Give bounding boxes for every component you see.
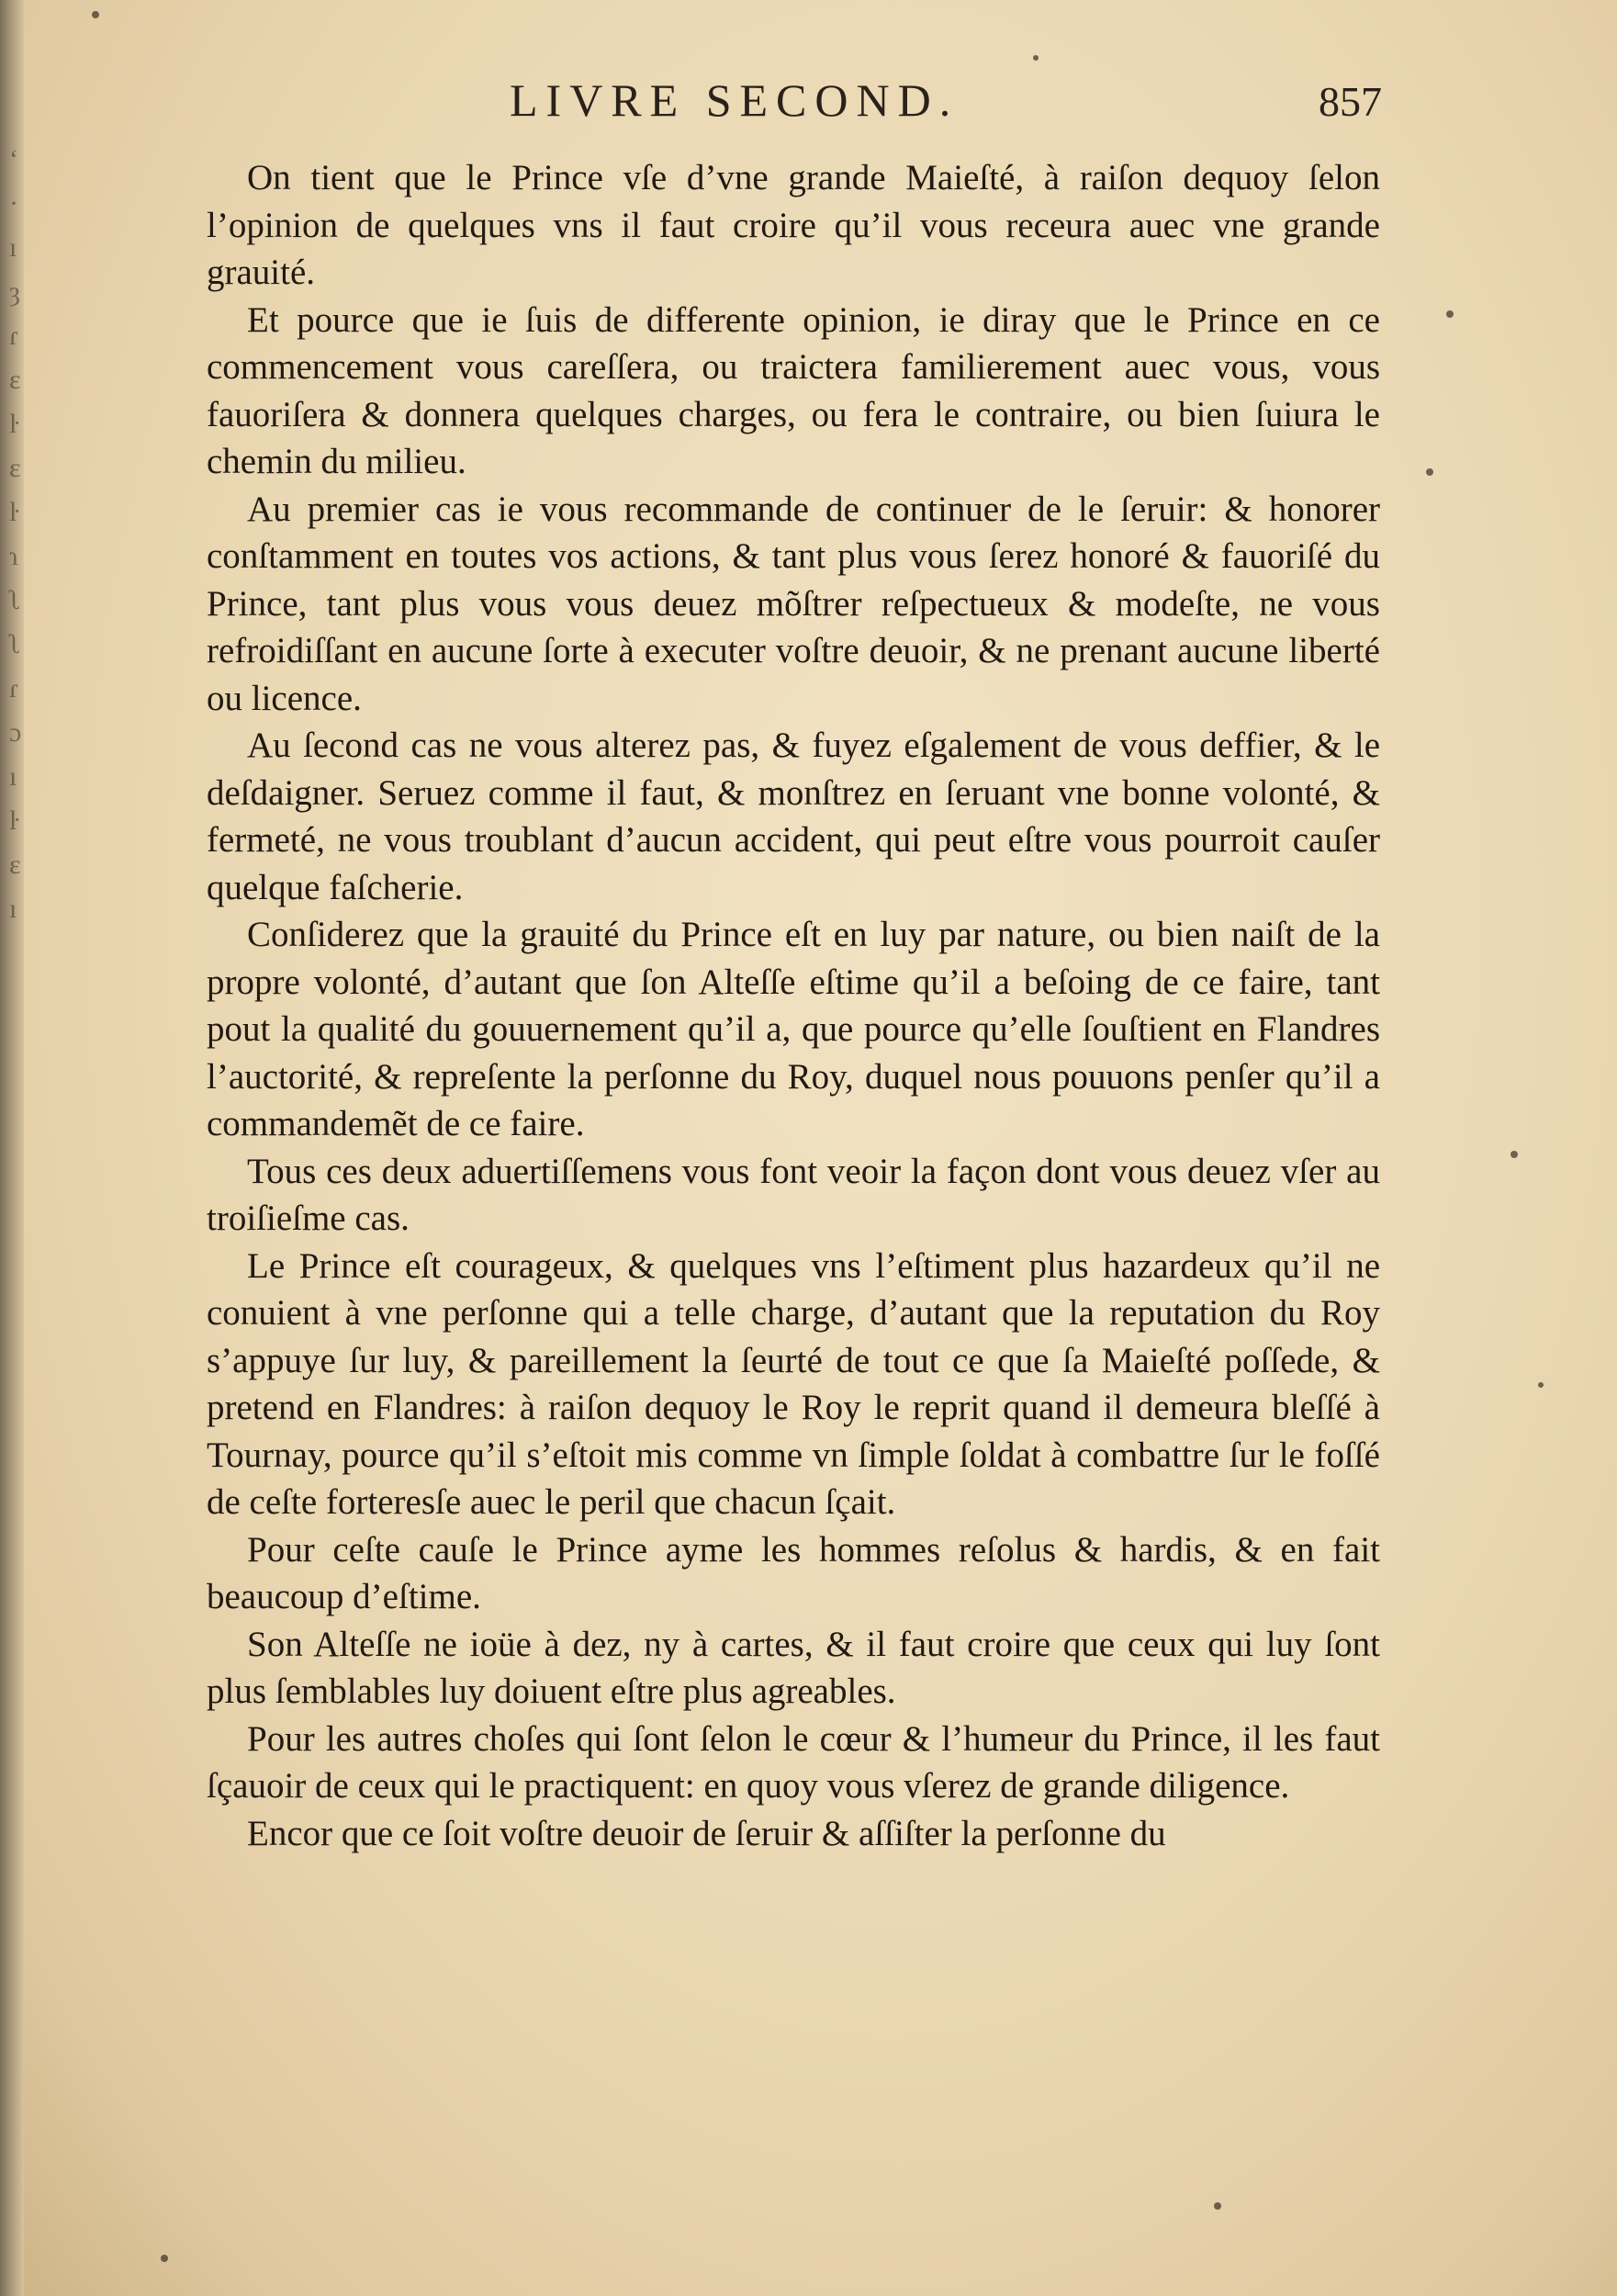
show-through-marks: ʻ · ı ȝ ɾ ɛ ŀ ɛ ŀ ɿ ʅ ʅ ɾ ɔ ı ŀ ɛ ı [9,144,22,924]
paragraph: Au ſecond cas ne vous alterez pas, & fuyez eſgalement de vous deffier, & le deſdaigner. Seruez comme il faut, & monſtrez en ſeruant vne bonne volonté, & fermeté, ne vous troublant d’aucun accident, qui peut eſtre vous pourroit cauſer quelque faſcherie. [207,726,1380,907]
paragraph: Et pource que ie ſuis de differente opinion, ie diray que le Prince en ce commencement vous careſſera, ou traictera familierement auec vous, vous fauoriſera & donnera quelques charges, ou fera le contraire, ou bien ſuiura le chemin du milieu. [207,299,1380,481]
page-number: 857 [1319,78,1382,125]
page-header [216,73,1382,138]
body-text [207,154,1380,1857]
paragraph: Tous ces deux aduertiſſemens vous font veoir la façon dont vous deuez vſer au troiſieſme cas. [207,1151,1380,1238]
paragraph: Son Alteſſe ne ioüe à dez, ny à cartes, & il faut croire que ceux qui luy ſont plus ſemblables luy doiuent eſtre plus agreables. [207,1624,1380,1711]
paragraph: Au premier cas ie vous recommande de continuer de le ſeruir: & honorer conſtamment en toutes vos actions, & tant plus vous ſerez honoré & fauoriſé du Prince, tant plus vous vous deuez mõſtrer reſpectueux & modeſte, ne vous refroidiſſant en aucune ſorte à executer voſtre deuoir, & ne prenant aucune liberté ou licence. [207,489,1380,718]
paragraph: Pour les autres choſes qui ſont ſelon le cœur & l’humeur du Prince, il les faut ſçauoir de ceux qui le practiquent: en quoy vous vſerez de grande diligence. [207,1718,1380,1806]
paragraph: Conſiderez que la grauité du Prince eſt en luy par nature, ou bien naiſt de la propre volonté, d’autant que ſon Alteſſe eſtime qu’il a beſoing de ce faire, tant pout la qualité du gouuernement qu’il a, que pource qu’elle ſouſtient en Flandres l’auctorité, & repreſente la perſonne du Roy, duquel nous pouuons penſer qu’il a commandemẽt de ce faire. [207,915,1380,1143]
paragraph: On tient que le Prince vſe d’vne grande Maieſté, à raiſon dequoy ſelon l’opinion de quelques vns il faut croire qu’il vous receura auec vne grande grauité. [207,158,1380,292]
running-title: LIVRE SECOND. [510,74,960,126]
paragraph: Pour ceſte cauſe le Prince ayme les hommes reſolus & hardis, & en fait beaucoup d’eſtime. [207,1529,1380,1616]
paragraph: Encor que ce ſoit voſtre deuoir de ſeruir & aſſiſter la perſonne du [247,1813,1166,1853]
paragraph: Le Prince eſt courageux, & quelques vns l’eſtiment plus hazardeux qu’il ne conuient à vne perſonne qui a telle charge, d’autant que la reputation du Roy s’appuye ſur luy, & pareillement la ſeurté de tout ce que ſa Maieſté poſſede, & pretend en Flandres: à raiſon dequoy le Roy le reprit quand il demeura bleſſé à Tournay, pource qu’il s’eſtoit mis comme vn ſimple ſoldat à combattre ſur le foſſé de ceſte forteresſe auec le peril que chacun ſçait. [207,1245,1380,1522]
